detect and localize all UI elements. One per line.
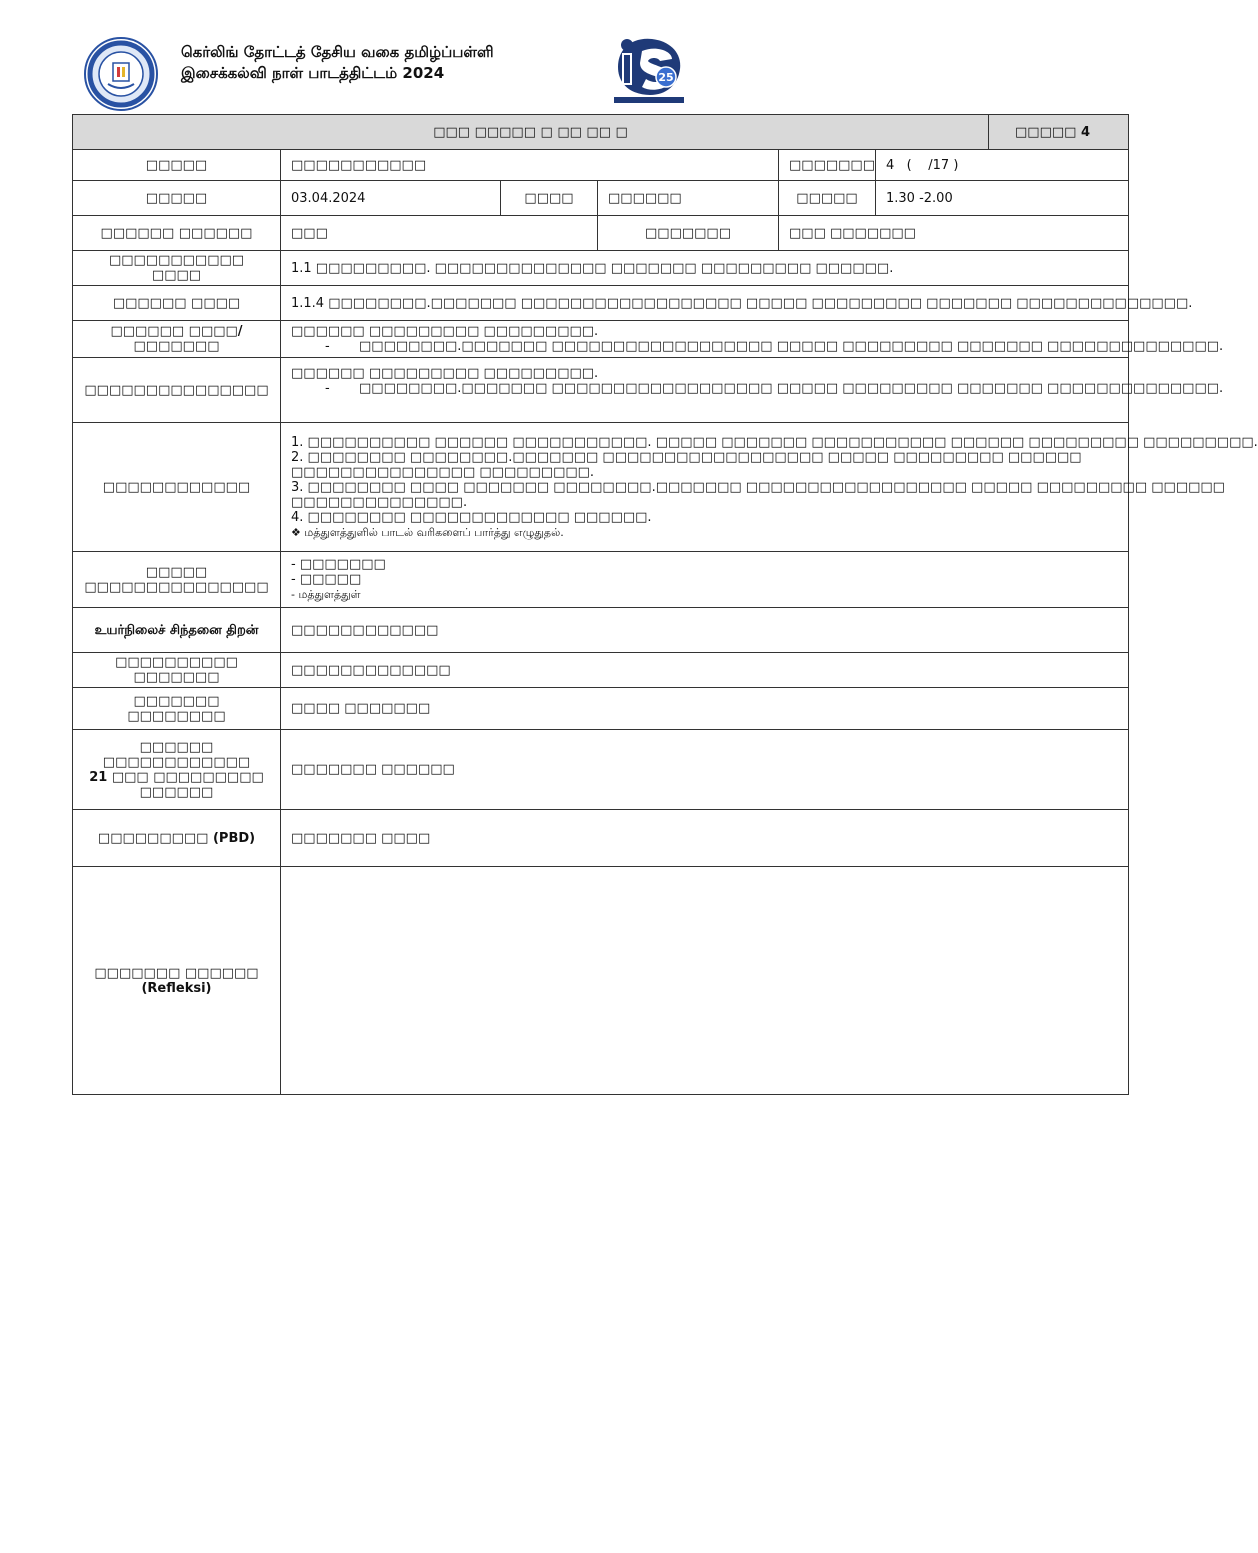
values-row [73,688,1129,730]
activity-line-1: 1. □□□□□□□□□□ □□□□□□ □□□□□□□□□□□. □□□□□ □□□□□□□ □□□□□□□□□□□ □□□□□□ □□□□□□□□□ □□□□□□□□□. [291,434,1258,450]
header-titles [181,42,494,84]
activity-line-4: 3. □□□□□□□□ □□□□ □□□□□□□ □□□□□□□□.□□□□□□□ □□□□□□□□□□□□□□□□□□ □□□□□ □□□□□□□□□ □□□□□□ [291,479,1225,495]
material-item-1: - □□□□□□□ [291,557,386,572]
materials-row [73,552,1129,608]
anniversary-25-logo-icon [612,33,686,105]
cross-curricular-value: □□□□□□□□□□□□□ [281,653,1129,688]
lesson-plan-table [72,114,1258,1095]
activities-row [73,423,1129,552]
school-seal-icon [84,37,158,111]
date-label: □□□□□ [73,181,281,216]
values-value: □□□□ □□□□□□□ [281,688,1129,730]
century-skills-row [73,730,1129,810]
date-value: 03.04.2024 [281,181,501,216]
cross-curricular-label: □□□□□□□□□□ □□□□□□□ [73,653,281,688]
date-row [73,181,1129,216]
topic-value: □□□ [281,216,598,251]
learning-standard-row [73,286,1129,321]
activity-line-2: 2. □□□□□□□□ □□□□□□□□.□□□□□□□ □□□□□□□□□□□□□□□□□□ □□□□□ □□□□□□□□□ □□□□□□ [291,449,1082,465]
day-label: □□□□ [501,181,598,216]
activity-line-6: 4. □□□□□□□□ □□□□□□□□□□□□□ □□□□□□. [291,509,652,525]
cross-curricular-row [73,653,1129,688]
class-label: □□□□□□□ [779,150,876,181]
reflection-value[interactable] [281,867,1129,1095]
topic-row [73,216,1129,251]
hots-value: □□□□□□□□□□□□ [281,608,1129,653]
day-value: □□□□□□ [598,181,779,216]
class-value: 4 ( /17 ) [876,150,1129,181]
activities-label: □□□□□□□□□□□□ [73,423,281,552]
activities-value [281,423,1258,552]
success-criteria-label: □□□□□□□□□□□□□□□ [73,358,281,423]
values-label: □□□□□□□ □□□□□□□□ [73,688,281,730]
lesson-title-value: □□□ □□□□□□□ [779,216,1129,251]
hots-label: உயர்நிலைச் சிந்தனை திறன் [73,608,281,653]
logo-25-text: 25 [658,71,674,84]
time-label: □□□□□ [779,181,876,216]
objective-line: □□□□□□ □□□□□□□□□ □□□□□□□□□. [291,324,599,339]
subject-row [73,150,1129,181]
lesson-title-label: □□□□□□□ [598,216,779,251]
table-title-row [73,115,1129,150]
pbd-label: □□□□□□□□□ (PBD) [73,810,281,867]
hots-row [73,608,1129,653]
topic-label: □□□□□□ □□□□□□ [73,216,281,251]
material-item-3: - மத்துளத்துள் [291,588,361,601]
pbd-row [73,810,1129,867]
objective-label: □□□□□□ □□□□/ □□□□□□□ [73,321,281,358]
century-skills-label: □□□□□□ □□□□□□□□□□□□ 21 □□□ □□□□□□□□□ □□□□□□ [73,730,281,810]
materials-value [281,552,1129,608]
subject-value: □□□□□□□□□□□ [281,150,779,181]
table-title: □□□ □□□□□ □ □□ □□ □ [73,115,989,150]
time-value: 1.30 -2.00 [876,181,1129,216]
week-label: □□□□□ 4 [989,115,1129,150]
activity-line-5: □□□□□□□□□□□□□□. [291,494,468,510]
objective-bullet: - □□□□□□□□.□□□□□□□ □□□□□□□□□□□□□□□□□□ □□□□□ □□□□□□□□□ □□□□□□□ □□□□□□□□□□□□□□. [325,339,1224,354]
subject-label: □□□□□ [73,150,281,181]
materials-label: □□□□□ □□□□□□□□□□□□□□□ [73,552,281,608]
content-standard-label: □□□□□□□□□□□ □□□□ [73,251,281,286]
pbd-value: □□□□□□□ □□□□ [281,810,1129,867]
success-line: □□□□□□ □□□□□□□□□ □□□□□□□□□. [291,366,599,381]
plan-title: இசைக்கல்வி நாள் பாடத்திட்டம் 2024 [181,64,445,82]
activity-line-3: □□□□□□□□□□□□□□□ □□□□□□□□□. [291,464,595,480]
school-name: கெர்லிங் தோட்டத் தேசிய வகை தமிழ்ப்பள்ளி [181,43,494,61]
content-standard-row [73,251,1129,286]
success-criteria-value [281,358,1224,423]
material-item-2: - □□□□□ [291,572,362,587]
document-header [0,0,1200,115]
success-bullet: - □□□□□□□□.□□□□□□□ □□□□□□□□□□□□□□□□□□ □□□□□ □□□□□□□□□ □□□□□□□ □□□□□□□□□□□□□□. [325,381,1224,396]
success-criteria-row [73,358,1129,423]
objective-row [73,321,1129,358]
learning-standard-label: □□□□□□ □□□□ [73,286,281,321]
century-skills-value: □□□□□□□ □□□□□□ [281,730,1129,810]
reflection-label: □□□□□□□ □□□□□□ (Refleksi) [73,867,281,1095]
content-standard-value: 1.1 □□□□□□□□□. □□□□□□□□□□□□□□ □□□□□□□ □□□□□□□□□ □□□□□□. [281,251,1129,286]
reflection-row [73,867,1129,1095]
activity-bullet: ❖ மத்துளத்துளில் பாடல் வரிகளைப் பார்த்து எழுதுதல். [291,525,564,539]
learning-standard-value: 1.1.4 □□□□□□□□.□□□□□□□ □□□□□□□□□□□□□□□□□□ □□□□□ □□□□□□□□□ □□□□□□□ □□□□□□□□□□□□□□. [281,286,1129,321]
objective-value [281,321,1224,358]
